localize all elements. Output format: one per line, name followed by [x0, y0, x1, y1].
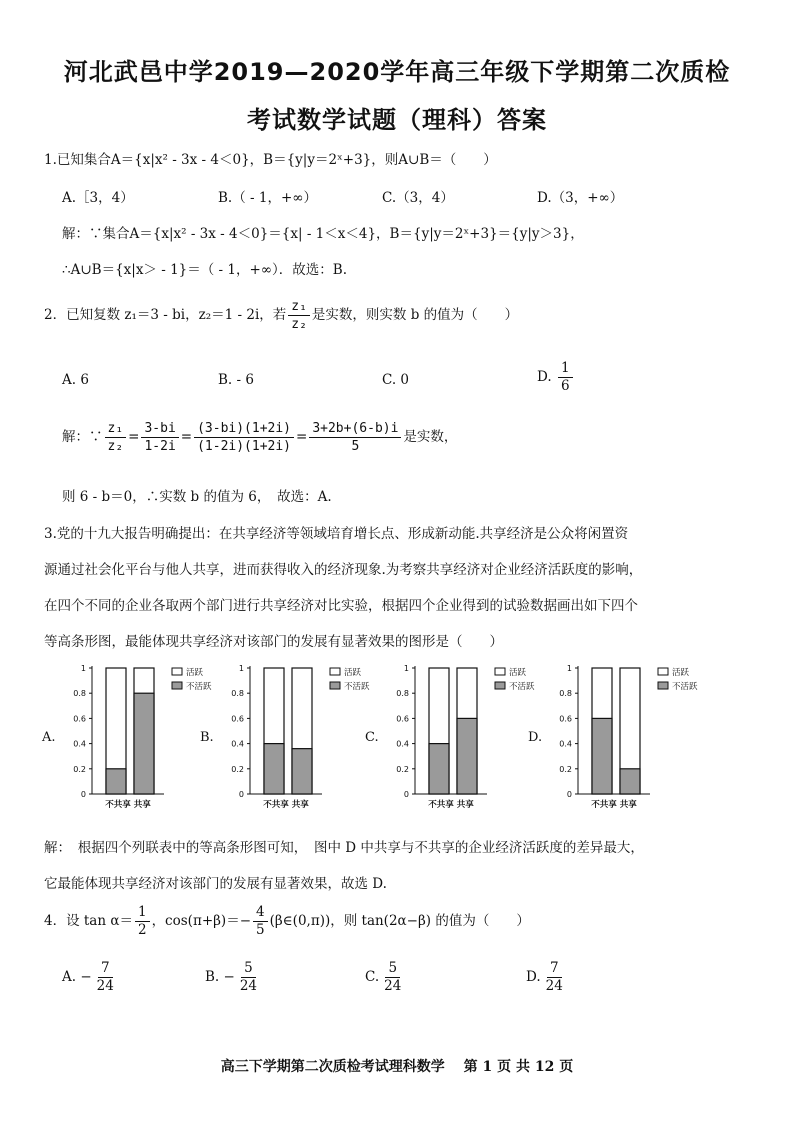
q4-a-den: 24 [96, 978, 114, 994]
q2-sol-f4-num: 3+2b+(6-b)i [309, 420, 401, 438]
q2-sol-f1-den: z₂ [107, 439, 124, 454]
chart-0-ytick-label-1: 0.2 [73, 764, 86, 774]
chart-3-legend-label-0: 活跃 [672, 668, 690, 678]
q1-solution-line2: ∴A∪B＝{x|x＞ - 1}＝（ - 1，+∞）．故选：B. [62, 262, 348, 278]
q4-option-d-label: D. [526, 969, 541, 985]
q2-option-c: C. 0 [382, 372, 410, 388]
q2-solution-line1: 解：∵ $\frac{\text{z₁}}{\text{z₂}}$ = $\frac{3-bi}{1-2i}$ = $\frac{(3-bi)(1+2i)}{(1-2i)(1+2i)}$ = $\frac{3+2b+(6-b)i}{5}$ 是实数， [62, 421, 458, 454]
chart-0-ytick-label-0: 0 [80, 790, 86, 799]
chart-1-ytick-label-3: 0.6 [231, 714, 244, 724]
chart-2-ytick-label-4: 0.8 [396, 689, 409, 699]
chart-2-bar-1-inactive [457, 718, 477, 794]
chart-0-option-label: A. [42, 730, 56, 745]
chart-1-xlabel: 不共享 共享 [263, 800, 309, 810]
q4-c-num: 5 [385, 960, 400, 978]
q2-option-d-label: D. [537, 369, 552, 385]
q4-frac-tan [135, 904, 150, 939]
q1-option-b: B.（ - 1，+∞） [218, 190, 318, 206]
chart-0-bar-1-inactive [134, 693, 154, 794]
page-footer: 高三下学期第二次质检考试理科数学 第 1 页 共 12 页 [220, 1059, 574, 1075]
q4-option-c [365, 960, 406, 995]
q2-frac-num: z₁ [288, 298, 310, 316]
q4-d-num: 7 [547, 960, 562, 978]
chart-3-ytick-label-0: 0 [566, 790, 572, 799]
q2-sol-post: 是实数， [403, 429, 458, 445]
q2-stem-pre: 2．已知复数 z₁＝3 - bi，z₂＝1 - 2i，若 [44, 307, 287, 323]
chart-2-ytick-label-1: 0.2 [396, 764, 409, 774]
q3-stem-line3: 在四个不同的企业各取两个部门进行共享经济对比实验，根据四个企业得到的试验数据画出如下四个 [44, 598, 638, 614]
q1-option-c: C.（3，4） [382, 190, 454, 206]
chart-1-ytick-label-2: 0.4 [231, 739, 244, 749]
q2-sol-frac2 [141, 420, 178, 455]
q2-sol-f4-den: 5 [351, 439, 360, 454]
chart-3-ytick-label-2: 0.4 [559, 739, 572, 749]
q4-option-b-label: B. − [205, 969, 235, 985]
q2-option-d-fraction [558, 360, 573, 395]
q2-frac-den: z₂ [291, 317, 307, 332]
q4-b-num: 5 [241, 960, 256, 978]
chart-2-ytick-label-3: 0.6 [396, 714, 409, 724]
chart-1-ytick-label-1: 0.2 [231, 764, 244, 774]
chart-0-xlabel: 不共享 共享 [105, 800, 151, 810]
chart-1-legend-label-0: 活跃 [344, 668, 362, 678]
q4-stem-post: (β∈(0,π))，则 tan(2α−β) 的值为（ ） [269, 913, 530, 929]
chart-3-ytick-label-1: 0.2 [559, 764, 572, 774]
q2-sol-frac4 [309, 420, 401, 455]
q4-stem-pre: 4．设 tan α＝ [44, 913, 133, 929]
chart-0-legend-label-0: 活跃 [186, 668, 204, 678]
chart-3-legend-label-1: 不活跃 [672, 682, 698, 692]
q4-option-a [62, 960, 119, 995]
chart-0-legend-swatch-0 [172, 668, 182, 675]
chart-2-legend-swatch-0 [495, 668, 505, 675]
q3-solution-line1: 解： 根据四个列联表中的等高条形图可知， 图中 D 中共享与不共享的企业经济活跃度的差异最大， [44, 840, 644, 856]
chart-3-ytick-label-5: 1 [566, 664, 572, 673]
chart-0-ytick-label-5: 1 [80, 664, 86, 673]
q2-sol-frac1 [105, 420, 127, 455]
chart-0-legend-swatch-1 [172, 682, 182, 689]
q2-option-b: B. - 6 [218, 372, 254, 388]
q4-f1-den: 2 [137, 922, 147, 938]
q2-sol-f1-num: z₁ [105, 420, 127, 438]
q2-sol-f3-num: (3-bi)(1+2i) [194, 420, 294, 438]
chart-3 [540, 662, 730, 812]
chart-2-option-label: C. [365, 730, 379, 745]
chart-1-option-label: B. [200, 730, 214, 745]
q3-solution-line2: 它最能体现共享经济对该部门的发展有显著效果，故选 D. [44, 876, 387, 892]
q4-f1-num: 1 [135, 904, 150, 922]
chart-1-legend-swatch-1 [330, 682, 340, 689]
q4-option-b-fraction [237, 960, 260, 995]
chart-2-legend-label-1: 不活跃 [509, 682, 535, 692]
q2-stem [44, 298, 518, 333]
q2-stem-fraction [288, 298, 310, 333]
chart-2-ytick-label-2: 0.4 [396, 739, 409, 749]
q3-stem-line1: 3.党的十九大报告明确提出：在共享经济等领域培育增长点、形成新动能.共享经济是公众将闲置资 [44, 526, 629, 542]
q4-f2-num: 4 [253, 904, 268, 922]
chart-3-bar-0-inactive [592, 718, 612, 794]
q4-option-d [526, 960, 568, 995]
q2-option-d [537, 360, 575, 395]
q1-option-a: A.［3，4） [62, 190, 134, 206]
chart-3-ytick-label-3: 0.6 [559, 714, 572, 724]
q4-option-c-label: C. [365, 969, 380, 985]
chart-3-legend-swatch-0 [658, 668, 668, 675]
chart-2-legend-label-0: 活跃 [509, 668, 527, 678]
q2-option-a: A. 6 [62, 372, 89, 388]
q4-option-c-fraction [381, 960, 404, 995]
q2-stem-post: 是实数，则实数 b 的值为（ ） [311, 307, 519, 323]
q2-solution-line2: 则 6 - b＝0，∴实数 b 的值为 6， 故选：A. [62, 489, 332, 505]
chart-0-ytick-label-4: 0.8 [73, 689, 86, 699]
page-title-line2: 考试数学试题（理科）答案 [247, 106, 547, 134]
q2-sol-f2-den: 1-2i [144, 439, 176, 454]
chart-3-xlabel: 不共享 共享 [591, 800, 637, 810]
q4-b-den: 24 [239, 978, 258, 994]
chart-0-bar-0-inactive [106, 769, 126, 794]
q4-f2-den: 5 [256, 922, 265, 938]
q2-sol-f2-num: 3-bi [141, 420, 178, 438]
chart-2-bar-0-inactive [429, 744, 449, 794]
q2-optd-num: 1 [558, 360, 573, 378]
chart-1-ytick-label-0: 0 [238, 790, 244, 799]
chart-1-legend-swatch-0 [330, 668, 340, 675]
chart-1-legend-label-1: 不活跃 [344, 682, 370, 692]
chart-1-ytick-label-4: 0.8 [231, 689, 244, 699]
q4-option-d-fraction [543, 960, 566, 995]
q3-stem-line4: 等高条形图，最能体现共享经济对该部门的发展有显著效果的图形是（ ） [44, 634, 503, 650]
page-title-line1: 河北武邑中学2019—2020学年高三年级下学期第二次质检 [63, 58, 731, 86]
q3-stem-line2: 源通过社会化平台与他人共享，进而获得收入的经济现象.为考察共享经济对企业经济活跃度的影响， [44, 562, 643, 578]
chart-3-option-label: D. [528, 730, 543, 745]
q4-option-b [205, 960, 262, 995]
q4-stem [44, 904, 530, 939]
chart-3-legend-swatch-1 [658, 682, 668, 689]
q1-solution-line1: 解：∵集合A＝{x|x² - 3x - 4＜0}＝{x| - 1＜x＜4}，B＝{y|y＝2ˣ+3}＝{y|y＞3}， [62, 226, 584, 242]
chart-0-ytick-label-3: 0.6 [73, 714, 86, 724]
chart-0-ytick-label-2: 0.4 [73, 739, 86, 749]
q4-d-den: 24 [545, 978, 563, 994]
q1-option-d: D.（3，+∞） [537, 190, 624, 206]
q4-option-a-fraction [94, 960, 117, 995]
chart-2-xlabel: 不共享 共享 [428, 800, 474, 810]
chart-1-ytick-label-5: 1 [238, 664, 244, 673]
chart-2-ytick-label-5: 1 [403, 664, 409, 673]
q4-option-a-label: A. − [62, 969, 92, 985]
q4-stem-mid: ，cos(π+β)＝− [151, 913, 252, 929]
chart-0-legend-label-1: 不活跃 [186, 682, 212, 692]
q1-stem: 1.已知集合A＝{x|x² - 3x - 4＜0}，B＝{y|y＝2ˣ+3}，则A∪B＝（ ） [44, 152, 497, 168]
chart-3-ytick-label-4: 0.8 [559, 689, 572, 699]
q4-a-num: 7 [98, 960, 113, 978]
q2-sol-frac3 [194, 420, 294, 455]
q2-sol-f3-den: (1-2i)(1+2i) [197, 439, 292, 454]
chart-1-bar-0-inactive [264, 744, 284, 794]
chart-2-legend-swatch-1 [495, 682, 505, 689]
q2-optd-den: 6 [560, 378, 570, 394]
q2-sol-pre: 解：∵ [62, 429, 103, 445]
chart-2-ytick-label-0: 0 [403, 790, 409, 799]
q4-c-den: 24 [384, 978, 402, 994]
chart-1-bar-1-inactive [292, 749, 312, 794]
chart-3-bar-1-inactive [620, 769, 640, 794]
q4-frac-cos [253, 904, 268, 939]
